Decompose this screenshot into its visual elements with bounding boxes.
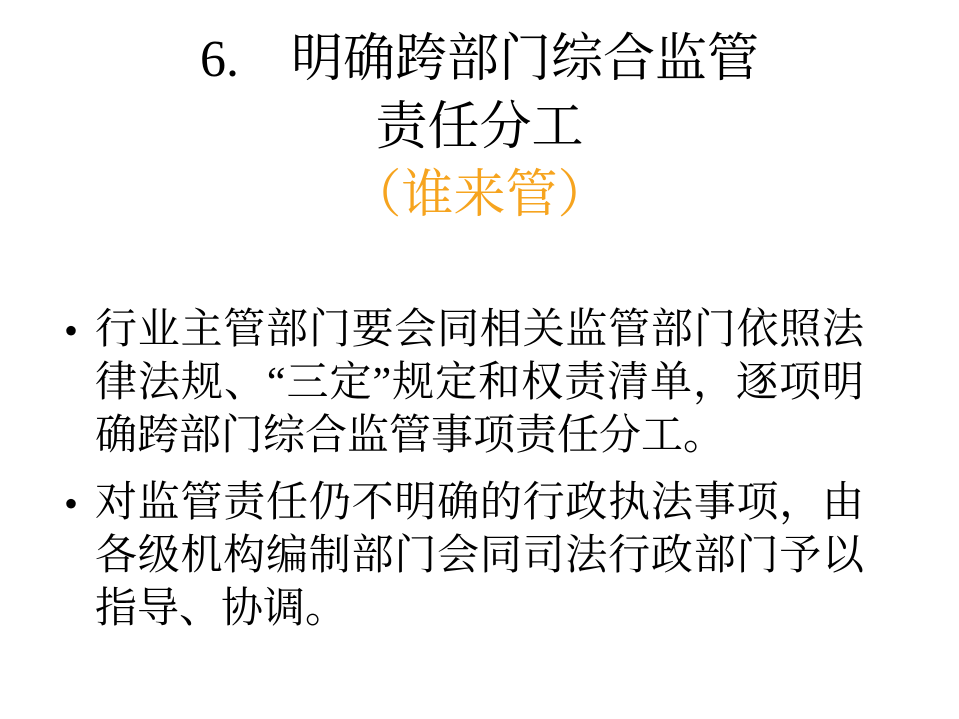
- bullet-list: [62, 304, 864, 636]
- title-line-2: 责任分工: [375, 99, 584, 156]
- slide-title: [0, 0, 959, 230]
- bullet-item-2: [62, 477, 864, 636]
- title-line-1: 6. 明确跨部门综合监管: [199, 31, 759, 88]
- bullet-item-1: [62, 304, 864, 463]
- bullet-icon: •: [64, 481, 79, 526]
- bullet-text-1: 行业主管部门要会同相关监管部门依照法律法规、“三定”规定和权责清单，逐项明确跨部门综合监管事项责任分工。: [95, 307, 864, 459]
- slide-body: [0, 304, 959, 636]
- title-subtitle: （谁来管）: [349, 167, 610, 224]
- bullet-text-2: 对监管责任仍不明确的行政执法事项，由各级机构编制部门会同司法行政部门予以指导、协调。: [95, 480, 864, 632]
- bullet-icon: •: [64, 308, 79, 353]
